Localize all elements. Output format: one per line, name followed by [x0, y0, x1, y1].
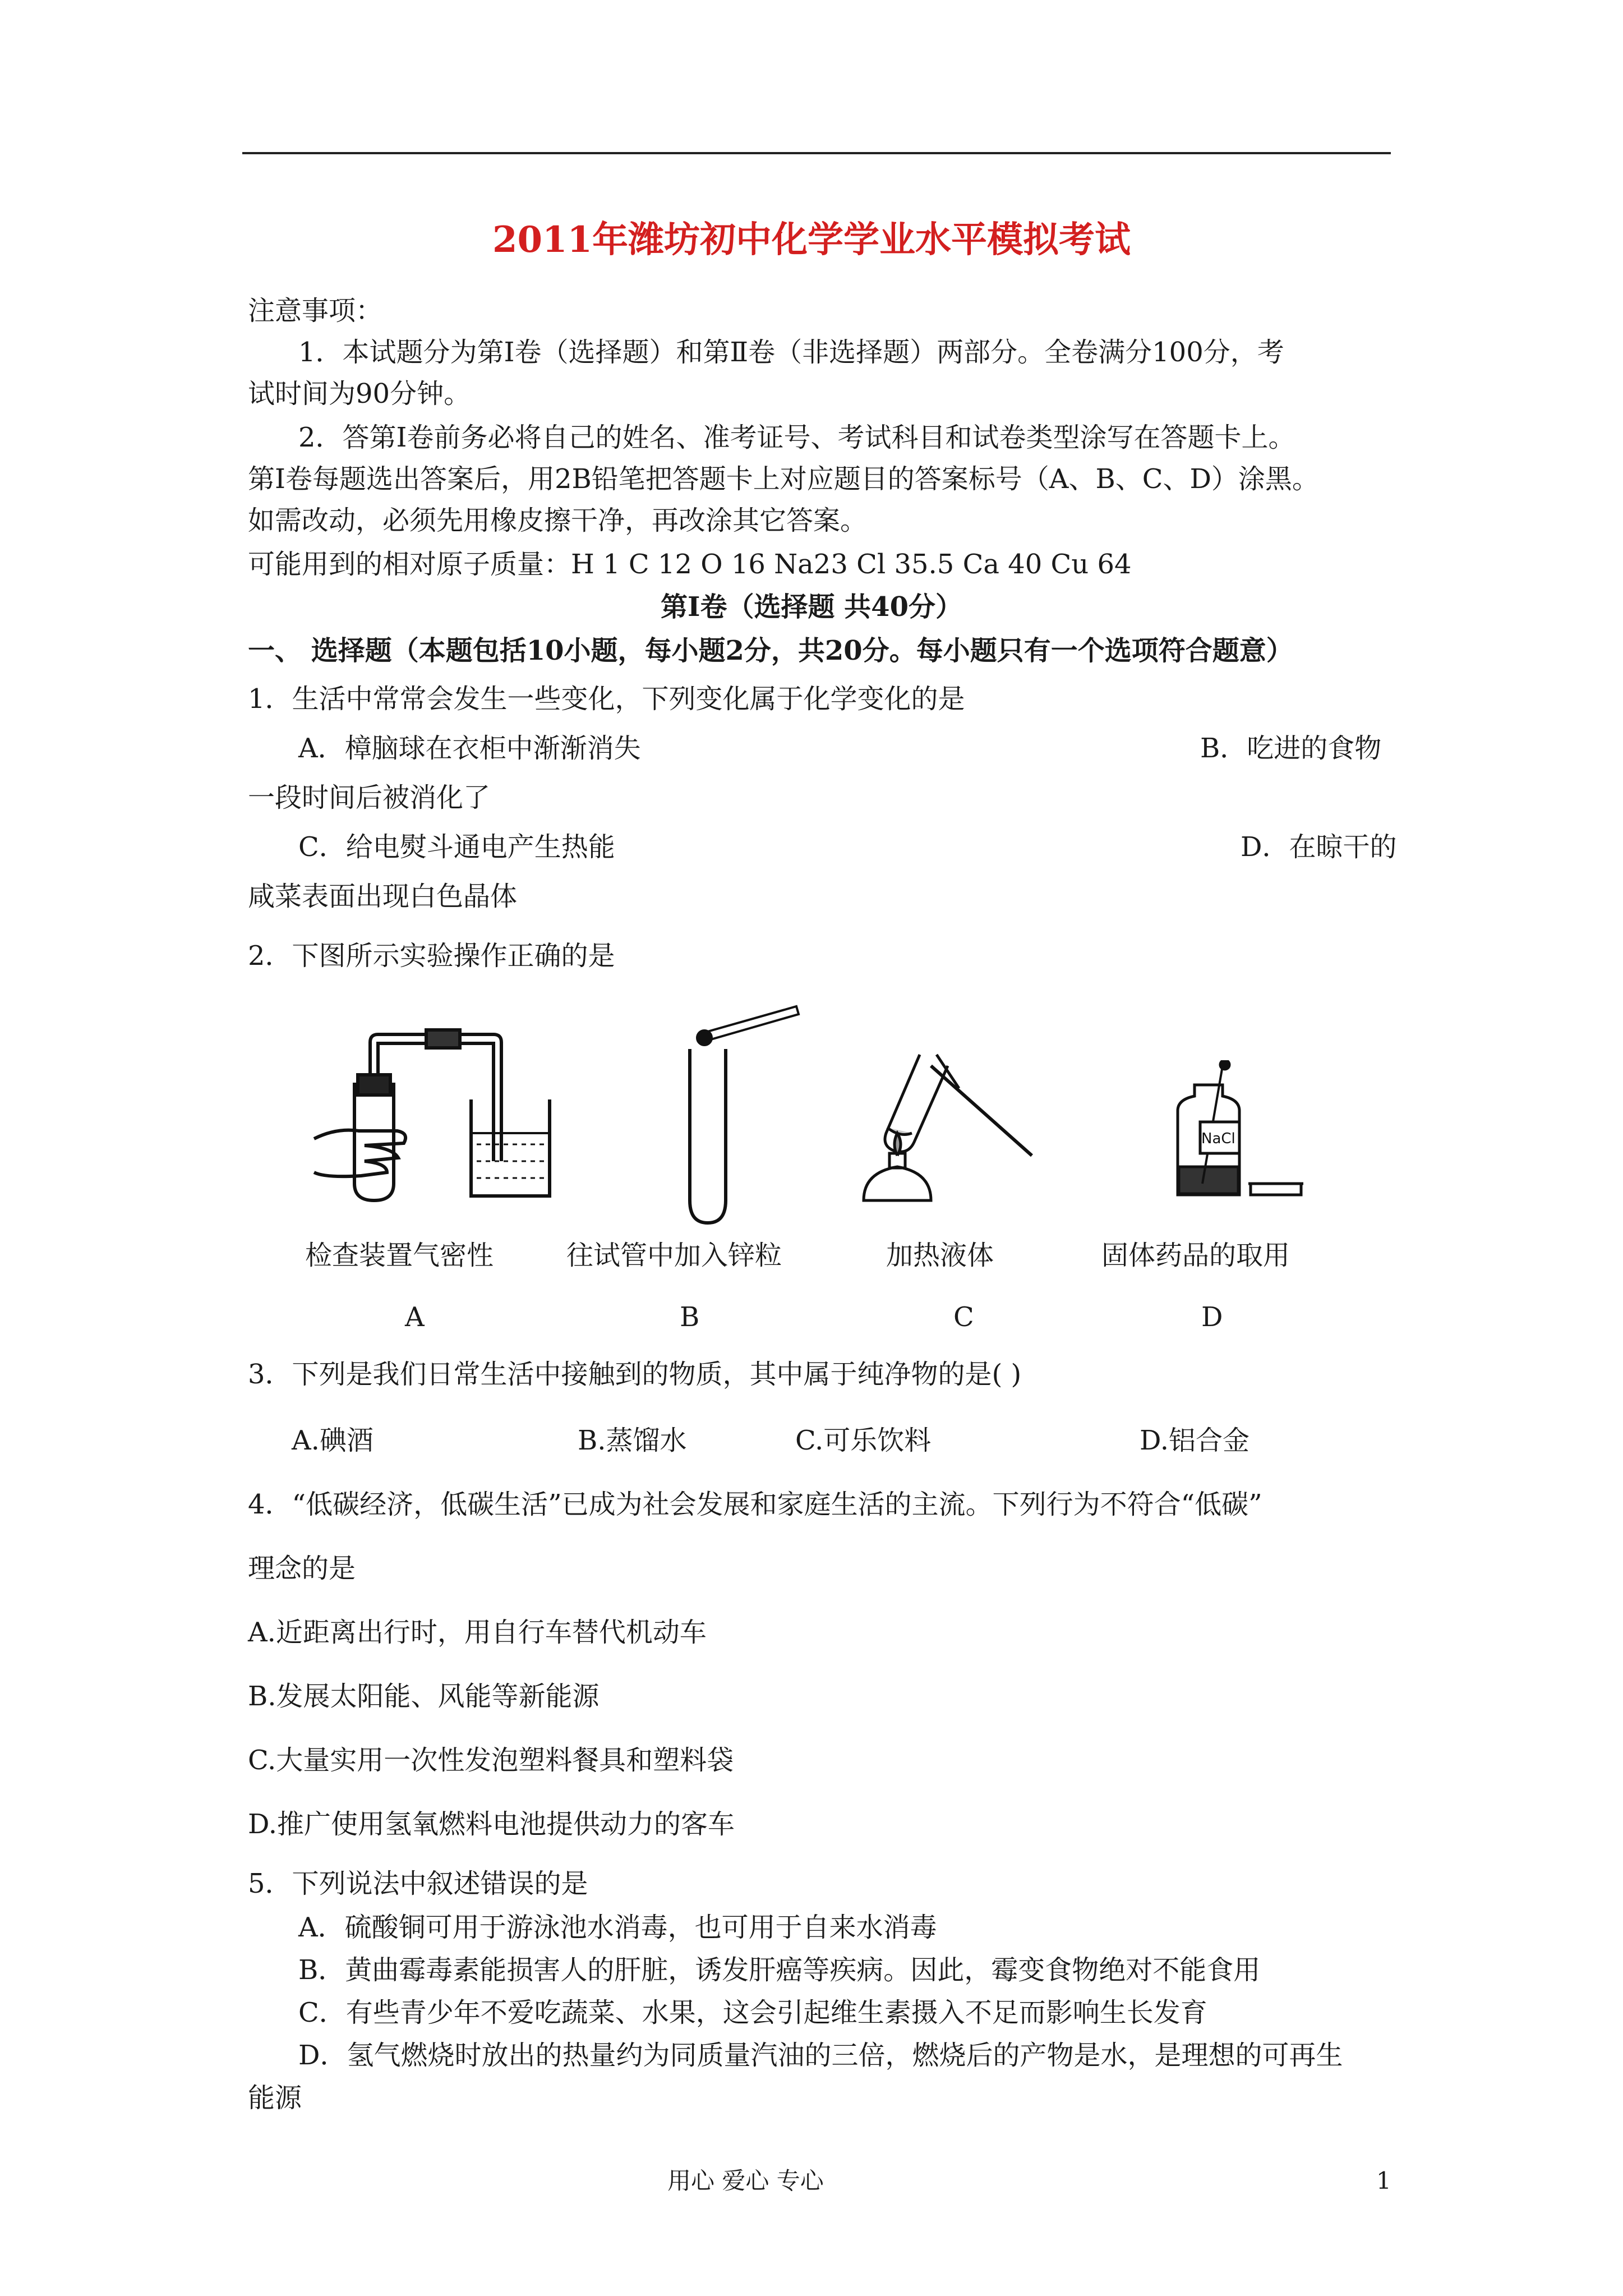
- q2-caption-c: 加热液体: [886, 1240, 994, 1271]
- figure-heat-liquid: [852, 1043, 1054, 1212]
- q2-letter-a: A: [405, 1301, 425, 1333]
- q2-letter-c: C: [953, 1301, 974, 1333]
- q3-option-d: D.铝合金: [1140, 1425, 1250, 1456]
- q5-stem: 5．下列说法中叙述错误的是: [248, 1868, 588, 1899]
- q1-option-d-part-1: D．在晾干的: [1241, 831, 1397, 863]
- q2-letter-d: D: [1201, 1301, 1223, 1333]
- q1-option-a: A．樟脑球在衣柜中渐渐消失: [298, 733, 641, 764]
- reagent-bottle-label: NaCl: [1201, 1130, 1235, 1147]
- q5-option-a: A．硫酸铜可用于游泳池水消毒，也可用于自来水消毒: [298, 1912, 937, 1943]
- q3-option-c: C.可乐饮料: [795, 1425, 932, 1456]
- q3-option-b: B.蒸馏水: [578, 1425, 687, 1456]
- figure-solid-reagent: [1166, 1060, 1312, 1206]
- q1-option-b-part-2: 一段时间后被消化了: [248, 782, 491, 813]
- q4-option-b: B.发展太阳能、风能等新能源: [248, 1681, 600, 1712]
- notice-heading: 注意事项：: [248, 295, 383, 326]
- q4-option-c: C.大量实用一次性发泡塑料餐具和塑料袋: [248, 1745, 734, 1776]
- atomic-masses: 可能用到的相对原子质量：H 1 C 12 O 16 Na23 Cl 35.5 Ca 40 Cu 64: [248, 549, 1132, 580]
- section-1-heading: 一、 选择题（本题包括10小题，每小题2分，共20分。每小题只有一个选项符合题意）: [248, 635, 1293, 666]
- notice-item-2-line-3: 如需改动，必须先用橡皮擦干净，再改涂其它答案。: [248, 505, 868, 536]
- q2-caption-d: 固体药品的取用: [1101, 1240, 1290, 1271]
- q3-stem: 3．下列是我们日常生活中接触到的物质，其中属于纯净物的是( ): [248, 1359, 1022, 1390]
- q4-option-d: D.推广使用氢氧燃料电池提供动力的客车: [248, 1809, 735, 1840]
- q2-stem: 2．下图所示实验操作正确的是: [248, 940, 615, 972]
- q5-option-c: C．有些青少年不爱吃蔬菜、水果，这会引起维生素摄入不足而影响生长发育: [298, 1997, 1207, 2028]
- q2-letter-b: B: [680, 1301, 700, 1333]
- notice-item-2-line-1: 2．答第Ⅰ卷前务必将自己的姓名、准考证号、考试科目和试卷类型涂写在答题卡上。: [298, 422, 1295, 453]
- page-number: 1: [1376, 2167, 1391, 2194]
- figure-airtightness-check: [303, 1021, 561, 1206]
- q4-stem-line-1: 4．“低碳经济，低碳生活”已成为社会发展和家庭生活的主流。下列行为不符合“低碳”: [248, 1489, 1262, 1520]
- part-1-heading: 第Ⅰ卷（选择题 共40分）: [661, 591, 962, 623]
- q2-caption-b: 往试管中加入锌粒: [566, 1240, 782, 1271]
- notice-item-1-line-1: 1．本试题分为第Ⅰ卷（选择题）和第Ⅱ卷（非选择题）两部分。全卷满分100分，考: [298, 337, 1284, 368]
- q4-option-a: A.近距离出行时，用自行车替代机动车: [248, 1617, 707, 1648]
- notice-item-2-line-2: 第Ⅰ卷每题选出答案后，用2B铅笔把答题卡上对应题目的答案标号（A、B、C、D）涂黑。: [248, 463, 1319, 495]
- q5-option-d-line-2: 能源: [248, 2082, 302, 2114]
- footer-motto: 用心 爱心 专心: [667, 2167, 824, 2194]
- q2-caption-a: 检查装置气密性: [305, 1240, 494, 1271]
- q1-option-c: C．给电熨斗通电产生热能: [298, 831, 615, 863]
- q1-option-b-part-1: B．吃进的食物: [1200, 733, 1382, 764]
- figure-add-zinc: [673, 999, 808, 1234]
- exam-title: 2011年潍坊初中化学学业水平模拟考试: [492, 219, 1131, 261]
- q1-option-d-part-2: 咸菜表面出现白色晶体: [248, 881, 518, 912]
- q1-stem: 1．生活中常常会发生一些变化，下列变化属于化学变化的是: [248, 683, 965, 715]
- q4-stem-line-2: 理念的是: [248, 1553, 356, 1584]
- header-rule: [242, 152, 1391, 154]
- q3-option-a: A.碘酒: [292, 1425, 374, 1456]
- q5-option-b: B．黄曲霉毒素能损害人的肝脏，诱发肝癌等疾病。因此，霉变食物绝对不能食用: [298, 1954, 1261, 1986]
- notice-item-1-line-2: 试时间为90分钟。: [248, 378, 471, 409]
- q5-option-d-line-1: D．氢气燃烧时放出的热量约为同质量汽油的三倍，燃烧后的产物是水，是理想的可再生: [298, 2040, 1343, 2071]
